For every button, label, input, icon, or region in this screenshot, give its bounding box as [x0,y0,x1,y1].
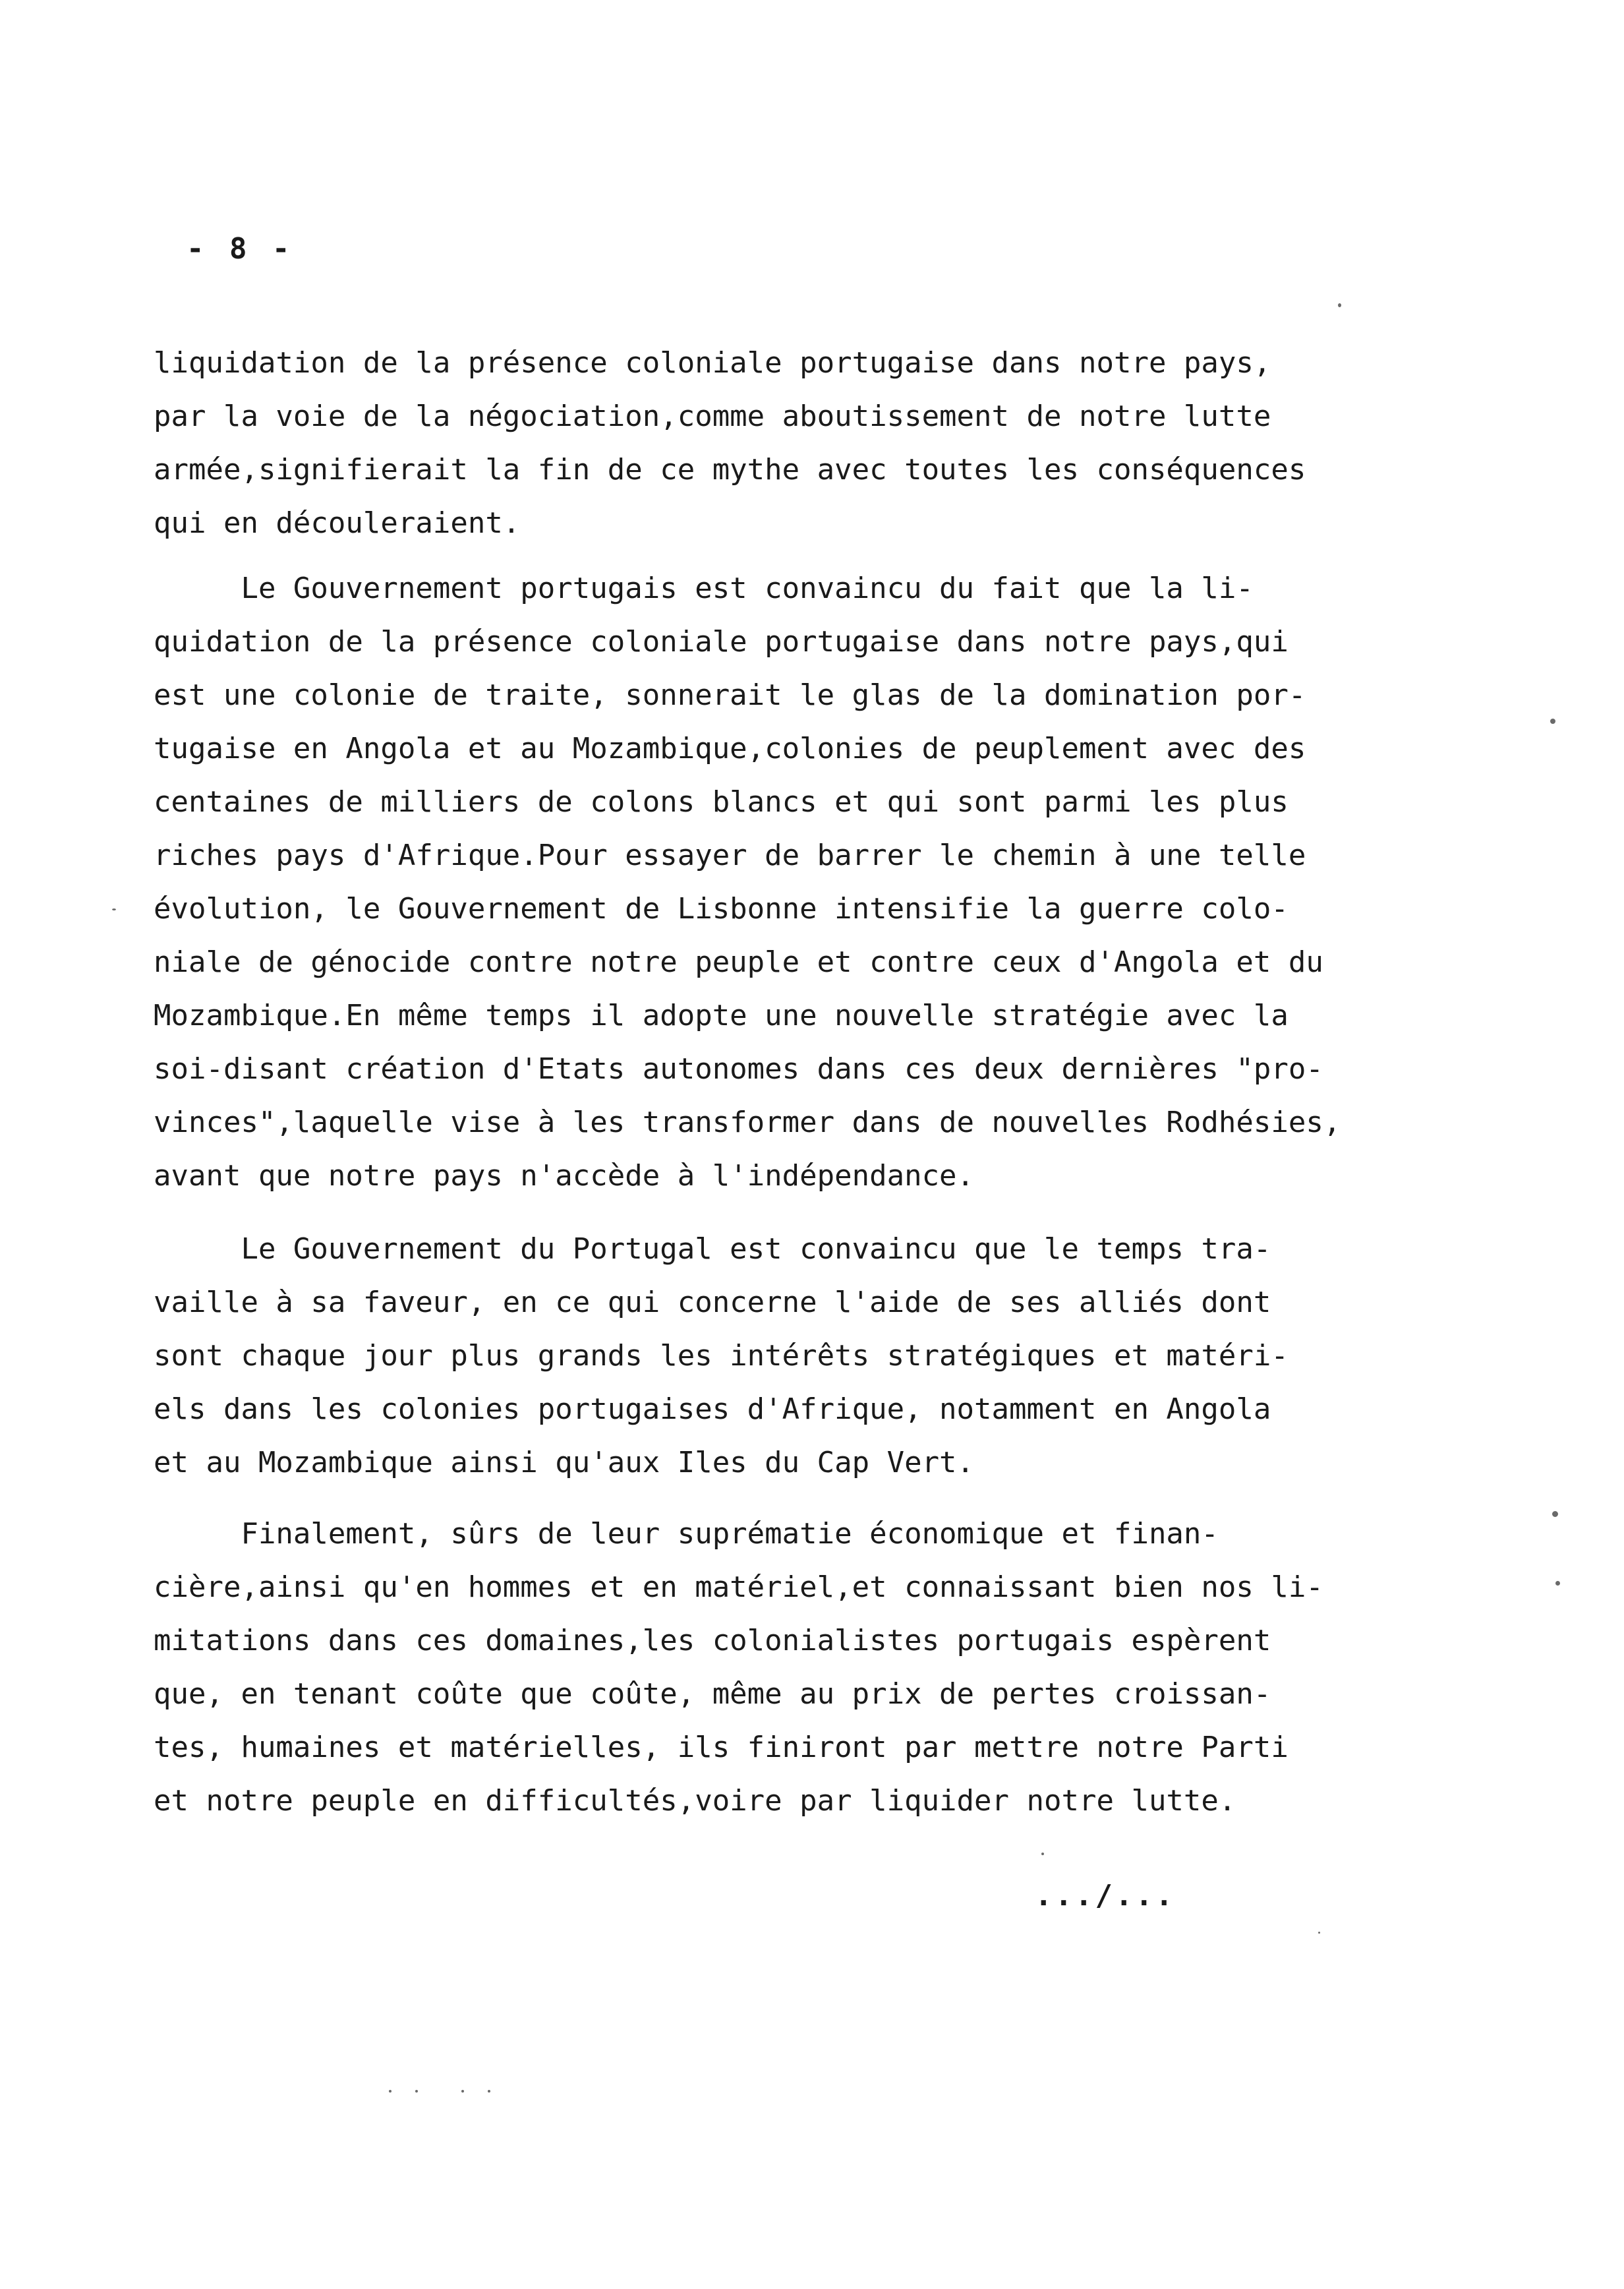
text-line: tugaise en Angola et au Mozambique,colonies de peuplement avec des [154,732,1306,765]
page-number: - 8 - [187,232,294,266]
text-line: niale de génocide contre notre peuple et contre ceux d'Angola et du [154,945,1323,979]
text-line: soi-disant création d'Etats autonomes dans ces deux dernières "pro- [154,1052,1323,1086]
text-line: mitations dans ces domaines,les colonialistes portugais espèrent [154,1624,1271,1657]
paragraph-2 [154,562,1498,1203]
text-line: Finalement, sûrs de leur suprématie économique et finan- [154,1517,1219,1551]
text-line: liquidation de la présence coloniale portugaise dans notre pays, [154,346,1271,380]
text-line: els dans les colonies portugaises d'Afrique, notamment en Angola [154,1392,1271,1426]
text-line: et au Mozambique ainsi qu'aux Iles du Cap Vert. [154,1446,975,1479]
paragraph-1 [154,336,1498,550]
text-line: vaille à sa faveur, en ce qui concerne l'aide de ses alliés dont [154,1286,1271,1319]
text-line: cière,ainsi qu'en hommes et en matériel,et connaissant bien nos li- [154,1570,1323,1604]
text-line: Mozambique.En même temps il adopte une nouvelle stratégie avec la [154,999,1289,1032]
scan-speck [488,2090,490,2093]
scan-speck [1318,1932,1320,1934]
text-line: centaines de milliers de colons blancs et qui sont parmi les plus [154,785,1289,819]
text-line: évolution, le Gouvernement de Lisbonne intensifie la guerre colo- [154,892,1289,926]
text-line: avant que notre pays n'accède à l'indépendance. [154,1159,975,1193]
paragraph-3 [154,1222,1498,1489]
text-line: quidation de la présence coloniale portugaise dans notre pays,qui [154,625,1289,659]
scan-speck [389,2090,392,2093]
text-line: Le Gouvernement du Portugal est convaincu que le temps tra- [154,1232,1271,1266]
scan-speck [461,2090,464,2093]
scan-speck [415,2090,418,2093]
text-line: sont chaque jour plus grands les intérêts stratégiques et matéri- [154,1339,1289,1373]
continuation-marker: .../... [1035,1879,1176,1913]
text-line: que, en tenant coûte que coûte, même au prix de pertes croissan- [154,1677,1271,1711]
paragraph-4 [154,1507,1498,1828]
text-line: et notre peuple en difficultés,voire par liquider notre lutte. [154,1784,1236,1818]
scan-speck [1041,1853,1044,1855]
text-line: Le Gouvernement portugais est convaincu du fait que la li- [154,572,1254,605]
text-line: par la voie de la négociation,comme aboutissement de notre lutte [154,400,1271,433]
scan-speck [1555,1581,1560,1586]
text-line: vinces",laquelle vise à les transformer dans de nouvelles Rodhésies, [154,1106,1341,1139]
text-line: tes, humaines et matérielles, ils finiront par mettre notre Parti [154,1731,1289,1764]
scan-speck [1338,303,1341,307]
scan-speck [1550,719,1555,724]
text-line: riches pays d'Afrique.Pour essayer de barrer le chemin à une telle [154,839,1306,872]
text-line: est une colonie de traite, sonnerait le glas de la domination por- [154,678,1306,712]
scan-speck [112,908,116,910]
text-line: armée,signifierait la fin de ce mythe avec toutes les conséquences [154,453,1306,487]
scan-speck [1552,1511,1558,1517]
text-line: qui en découleraient. [154,506,521,540]
